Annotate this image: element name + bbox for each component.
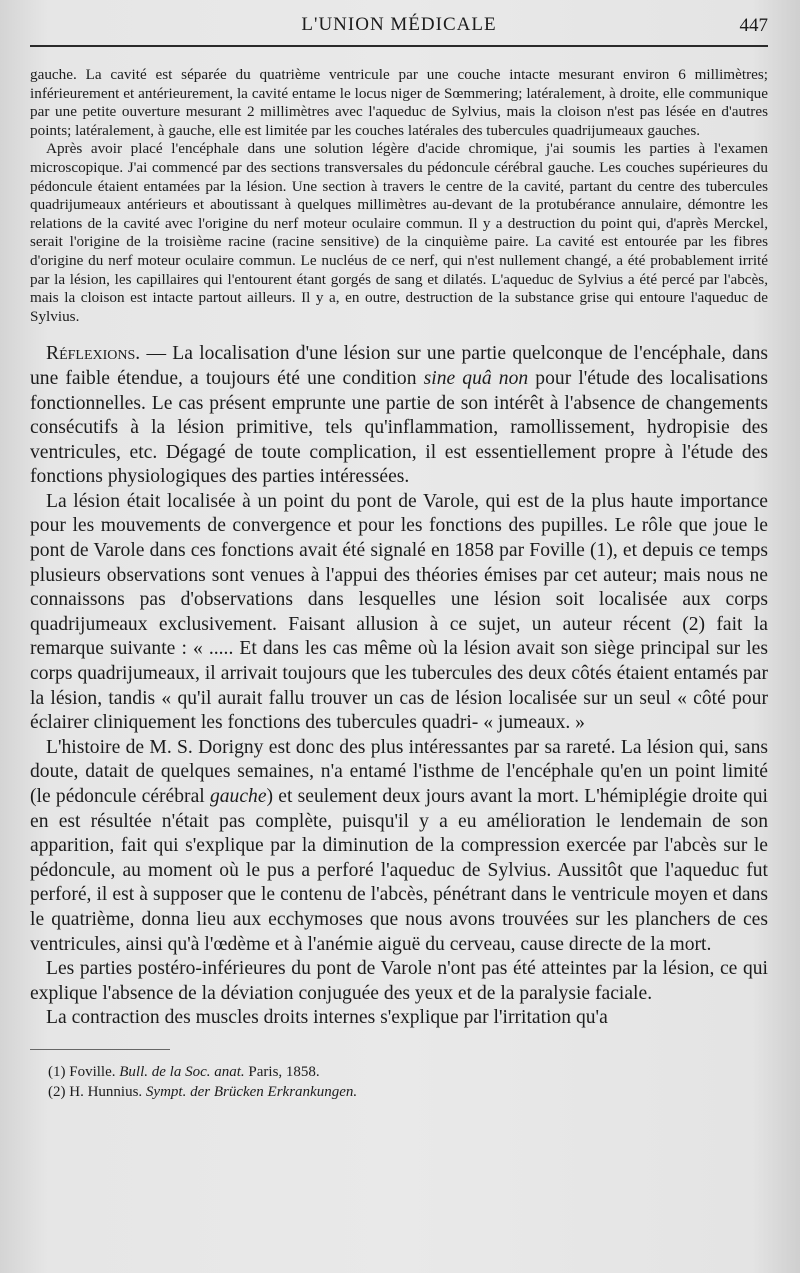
footnote-2 [30,1082,768,1102]
running-head: L'UNION MÉDICALE [301,14,497,35]
footnotes [30,1062,768,1102]
reflexions-paragraph-5: La contraction des muscles droits internes s'explique par l'irritation qu'a [46,1007,608,1029]
footnote-2-author: (2) H. Hunnius. [48,1083,146,1100]
page-header [30,0,768,44]
reflexions-heading: Réflexions. [46,343,141,365]
footnote-2-title: Sympt. der Brücken Erkrankungen. [145,1083,358,1100]
observation-section [30,66,768,326]
footnote-rule [30,1049,170,1050]
page-number: 447 [739,15,768,36]
reflexions-latin-phrase: sine quâ non [423,367,529,389]
header-rule [30,45,768,47]
reflexions-section [30,342,768,1031]
reflexions-text-1a: — La localisation d'une lésion sur une partie quelconque de l'encéphale, dans une faible étendue, a toujours été une condition [30,343,768,389]
reflexions-paragraph-3 [30,736,768,957]
footnote-1-author: (1) Foville. [48,1063,120,1080]
reflexions-text-3a: L'histoire de M. S. Dorigny est donc des plus intéressantes par sa rareté. La lésion qui, sans doute, datait de quelques semaines, n'a entamé l'isthme de l'encéphale qu'en un point limité (le pédoncule cérébral [30,736,768,807]
reflexions-paragraph-4: Les parties postéro-inférieures du pont de Varole n'ont pas été atteintes par la lésion, ce qui explique l'absence de la déviation conjuguée des yeux et de la paralysie faciale. [30,958,768,1004]
footnote-1 [30,1062,768,1082]
reflexions-paragraph-2: La lésion était localisée à un point du pont de Varole, qui est de la plus haute importance pour les mouvements de convergence et pour les fonctions des pupilles. Le rôle que joue le pont de Varole dans ces fonctions avait été signalé en 1858 par Foville (1), et depuis ce temps plusieurs observations sont venues à l'appui des théories émises par cet auteur; mais nous ne connaissons pas d'observations dans lesquelles une lésion soit localisée aux corps quadrijumeaux exclusivement. Faisant allusion à ce sujet, un auteur récent (2) fait la remarque suivante : « ..... Et dans les cas même où la lésion avait son siège principal sur les corps quadrijumeaux, il arrivait toujours que les tubercules des deux côtés étaient entamés par la lésion, tandis « qu'il aurait fallu trouver un cas de lésion localisée sur un seul « côté pour éclairer cliniquement les fonctions des tubercules quadri- « jumeaux. » [30,490,768,734]
observation-paragraph-2: Après avoir placé l'encéphale dans une solution légère d'acide chromique, j'ai soumis les parties à l'examen microscopique. J'ai commencé par des sections transversales du pédoncule cérébral gauche. Les couches supérieures du pédoncule étaient entamées par la lésion. Une section à travers le centre de la cavité, partant du centre des tubercules quadrijumeaux antérieurs et aboutissant à quelques millimètres au-devant de la protubérance annulaire, démontre les relations de la cavité avec l'origine du nerf moteur oculaire commun. Il y a destruction du point qui, d'après Merckel, serait l'origine de la troisième racine (racine sensitive) de la cinquième paire. La cavité est entourée par les fibres d'origine du nerf moteur oculaire commun. Le nucléus de ce nerf, qui n'est nullement changé, a été probablement irrité par la lésion, les capillaires qui l'entourent étant gorgés de sang et dilatés. L'aqueduc de Sylvius a été percé par l'abcès, mais la cloison est intacte partout ailleurs. Il y a, en outre, destruction de la substance grise qui entoure l'aqueduc de Sylvius. [30,140,768,325]
footnote-1-place: Paris, 1858. [244,1063,320,1080]
reflexions-emphasis-gauche: gauche [209,786,267,807]
reflexions-text-3b: ) et seulement deux jours avant la mort. L'hémiplégie droite qui en est résultée n'était pas complète, puisqu'il y a eu amélioration le lendemain de son apparition, fait qui s'explique par la diminution de la compression exercée par l'abcès sur le pédoncule, au moment où le pus a perforé l'aqueduc de Sylvius. Aussitôt que l'aqueduc fut perforé, il est à supposer que le contenu de l'abcès, pénétrant dans le ventricule moyen et dans le quatrième, donna lieu aux ecchymoses que nous avons trouvées sur les planchers de ces ventricules, ainsi qu'à l'œdème et à l'anémie aiguë du cerveau, cause directe de la mort. [30,786,768,955]
footnote-1-title: Bull. de la Soc. anat. [119,1063,245,1080]
reflexions-paragraph-1 [30,342,768,490]
observation-paragraph-1: gauche. La cavité est séparée du quatrième ventricule par une couche intacte mesurant environ 6 millimètres; inférieurement et antérieurement, la cavité entame le locus niger de Sœmmering; latéralement, à droite, elle communique par une petite ouverture mesurant 2 millimètres avec l'aqueduc de Sylvius, mais la cloison n'est pas lésée en d'autres points; latéralement, à gauche, elle est limitée par les couches latérales des tubercules quadrijumeaux gauches. [30,66,768,139]
reflexions-text-1b: pour l'étude des localisations fonctionnelles. Le cas présent emprunte une partie de son intérêt à l'absence de changements consécutifs à la lésion primitive, tels qu'inflammation, ramollissement, hydropisie des ventricules, etc. Dégagé de toute complication, il est essentiellement propre à l'étude des fonctions physiologiques des parties intéressées. [30,367,769,488]
